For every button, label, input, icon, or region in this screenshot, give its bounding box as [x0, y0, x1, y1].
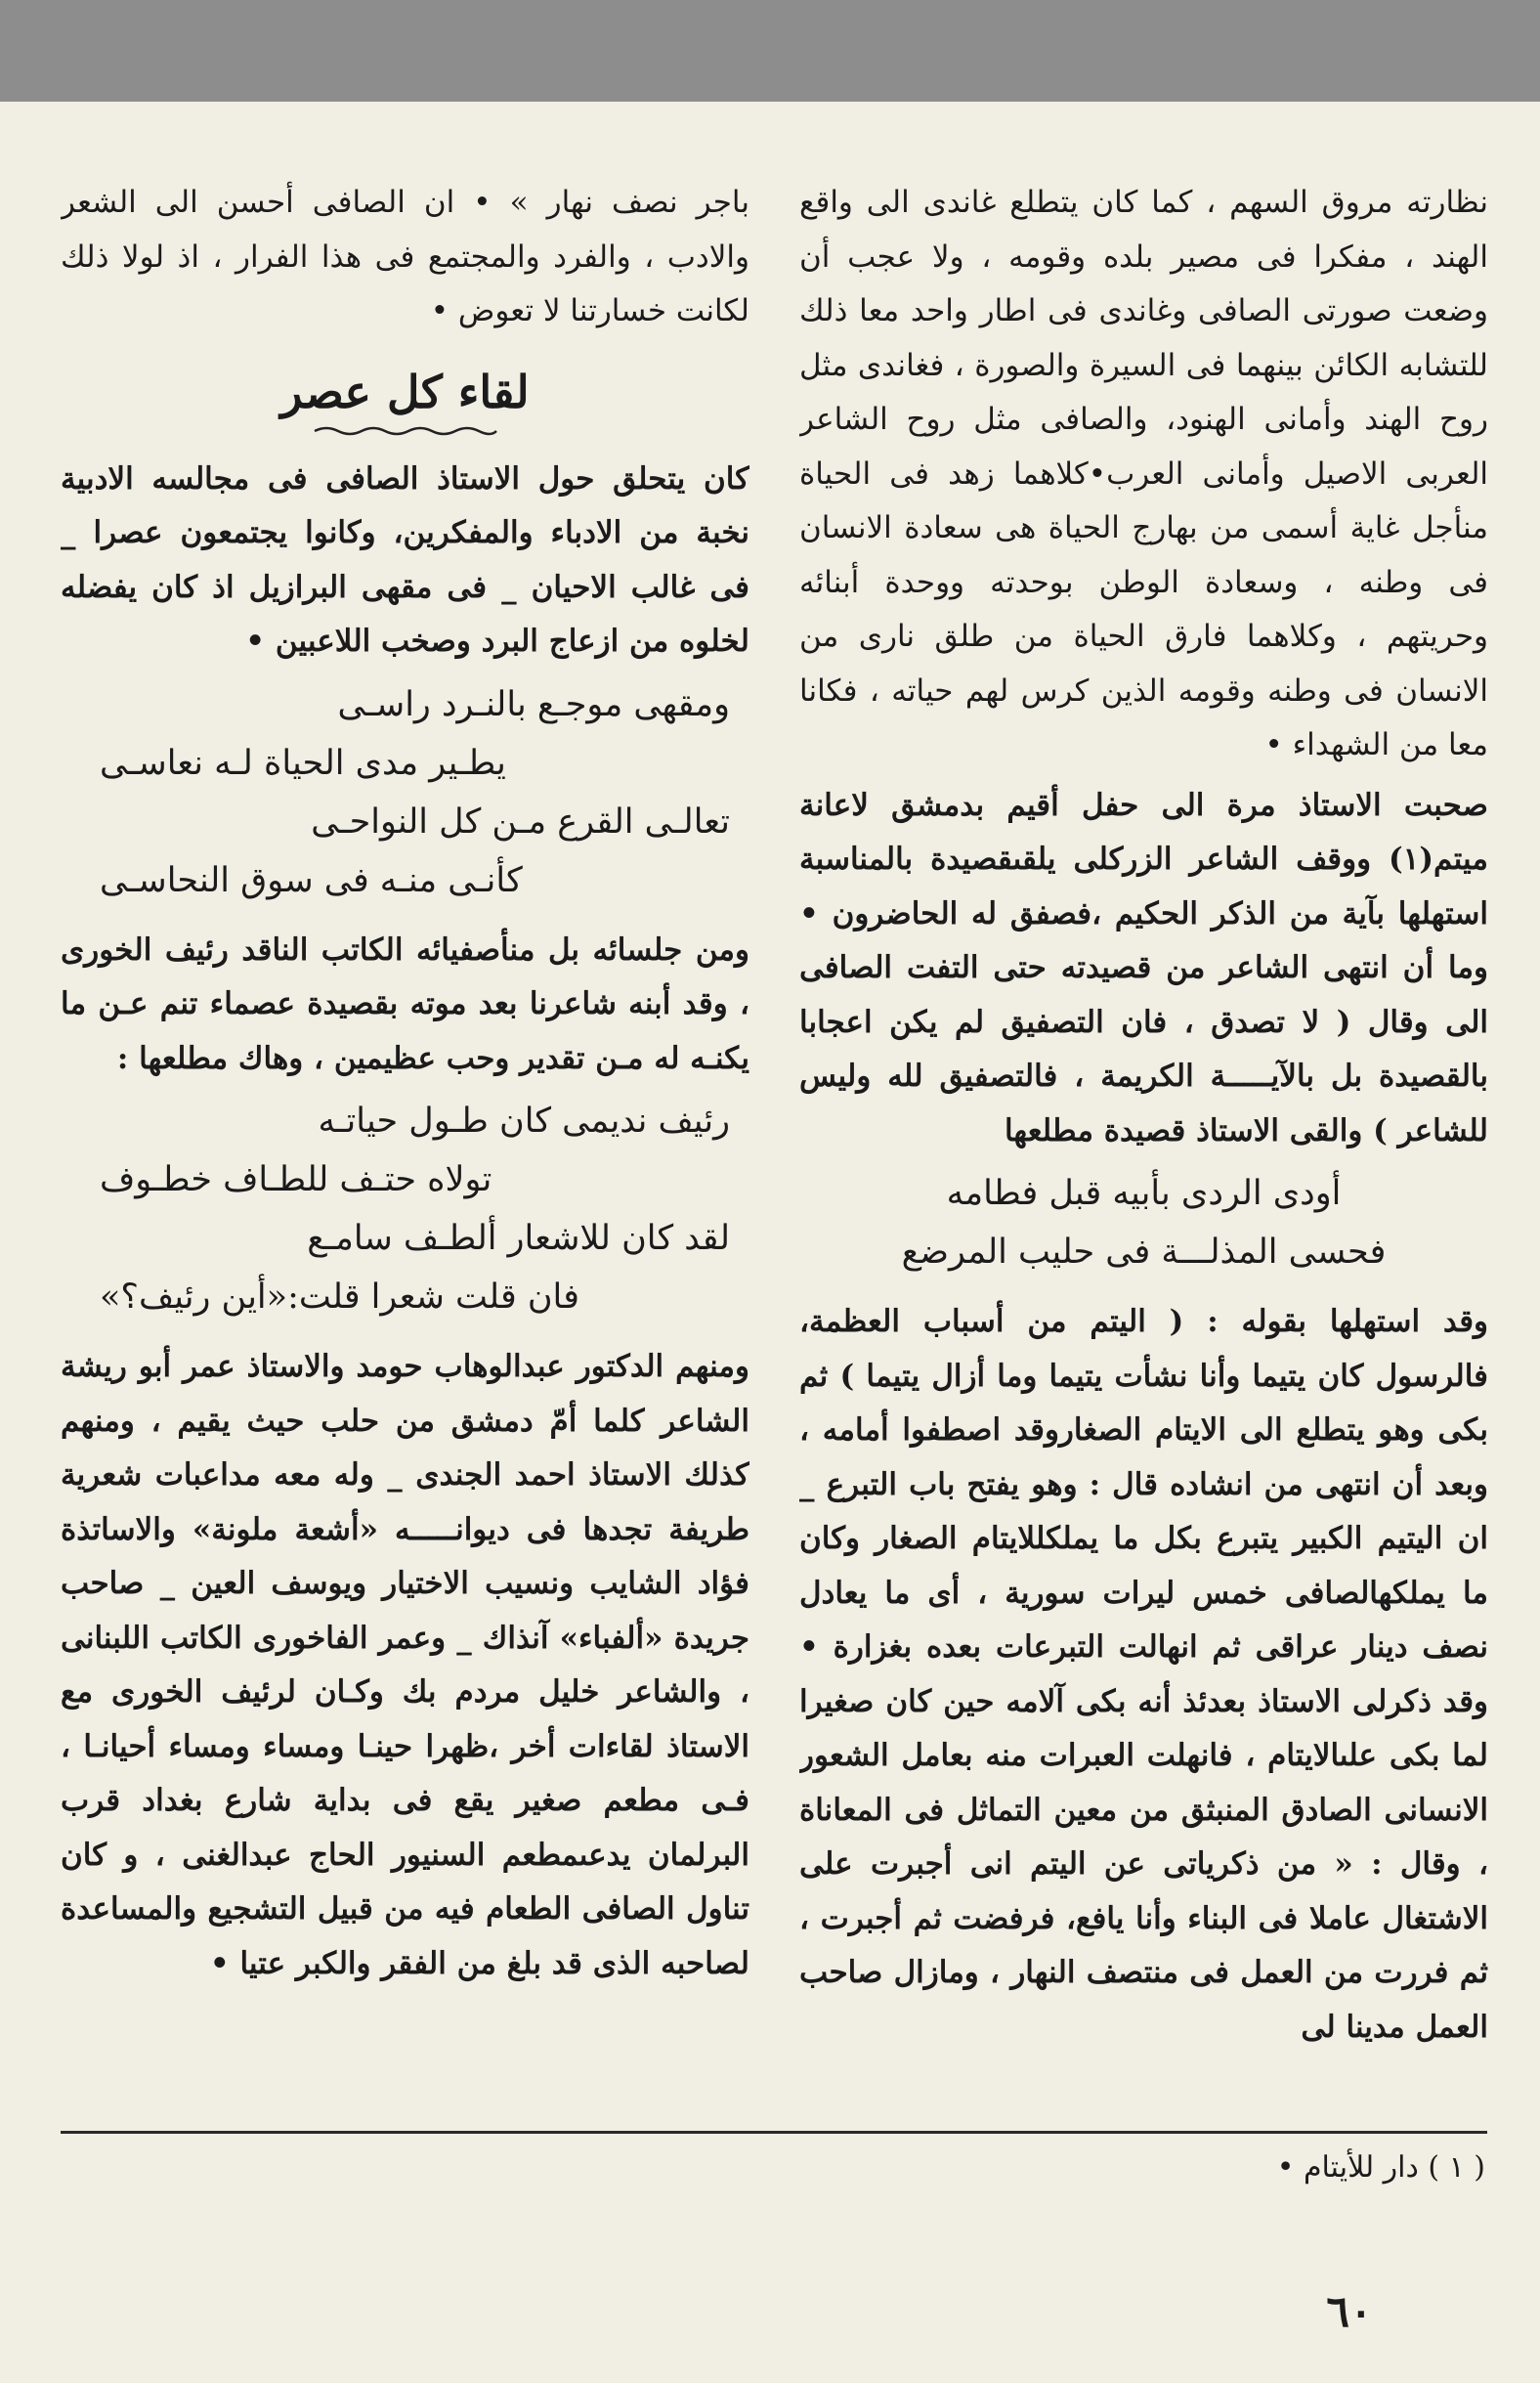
paragraph: وقد استهلها بقوله : ( اليتم من أسباب العظمة، فالرسول كان يتيما وأنا نشأت يتيما وما أزال يتيما ) ثم بكى وهو يتطلع الى الايتام الصغاروقد اصطفوا أمامه ، وبعد أن انتهى من انشاده قال : وهو يفتح باب التبرع _ ان اليتيم الكبير يتبرع بكل ما يملكللايتام الصغار وكان ما يملكهالصافى خمس ليرات سورية ، أى ما يعادل نصف دينار عراقى ثم انهالت التبرعات بعده بغزارة • وقد ذكرلى الاستاذ بعدئذ أنه بكى آلامه حين كان صغيرا لما بكى علىالايتام ، فانهلت العبرات منه بعامل الشعور الانسانى الصادق المنبثق من معين التماثل فى المعاناة ، وقال : « من ذكرياتى عن اليتم انى أجبرت على الاشتغال عاملا فى البناء وأنا يافع، فرفضت ثم أجبرت ، ثم فررت من العمل فى منتصف النهار ، ومازال صاحب العمل مدينا لى — [799, 1304, 1488, 2045]
poem — [61, 675, 749, 910]
verse-line: أودى الردى بأبيه قبل فطامه — [946, 1174, 1342, 1213]
paragraph: ومن جلسائه بل منأصفيائه الكاتب الناقد رئيف الخورى ، وقد أبنه شاعرنا بعد موته بقصيدة عصماء تنم عـن ما يكنـه له مـن تقدير وحب عظيمين ، وهاك مطلعها : — [61, 932, 749, 1076]
verse-line: يطـير مدى الحياة لـه نعاسـى — [100, 743, 506, 783]
verse-line: ومقهى موجـع بالنـرد راسـى — [337, 684, 730, 724]
footnote-divider — [61, 2131, 1487, 2134]
verse-line: فحسى المذلـــة فى حليب المرضع — [901, 1233, 1387, 1272]
footnote: ( ١ ) دار للأيتام • — [1276, 2150, 1485, 2185]
verse — [799, 1164, 1488, 1281]
heading-underline-ornament — [313, 423, 498, 439]
verse-line: كأنـى منـه فى سوق النحاسـى — [100, 860, 523, 900]
verse-line: فان قلت شعرا قلت:«أين رئيف؟» — [100, 1278, 579, 1317]
verse-line: تولاه حتـف للطـاف خطـوف — [100, 1160, 492, 1199]
page-number: ٦٠ — [1326, 2287, 1373, 2337]
left-column — [61, 176, 749, 2116]
paragraph: ومنهم الدكتور عبدالوهاب حومد والاستاذ عمر أبو ريشة الشاعر كلما أمّ دمشق من حلب حيث يقيم ، ومنهم كذلك الاستاذ احمد الجندى _ وله معه مداعبات شعرية طريفة تجدها فى ديوانـــــه «أشعة ملونة» والاساتذة فؤاد الشايب ونسيب الاختيار ويوسف العين _ صاحب جريدة «ألفباء» آنذاك _ وعمر الفاخورى الكاتب اللبنانى ، والشاعر خليل مردم بك وكـان لرئيف الخورى مع الاستاذ لقاءات أخر ،ظهرا حينـا ومساء ومساء أحيانـا ، فـى مطعم صغير يقع فى بداية شارع بغداد قرب البرلمان يدعىمطعم السنيور الحاج عبدالغنى ، و كان تناول الصافى الطعام فيه من قبيل التشجيع والمساعدة لصاحبه الذى قد بلغ من الفقر والكبر عتيا • — [61, 1349, 749, 1981]
poem — [61, 1092, 749, 1326]
verse-line: رئيف نديمى كان طـول حياتـه — [318, 1102, 730, 1141]
right-column — [799, 176, 1488, 2116]
paragraph: كان يتحلق حول الاستاذ الصافى فى مجالسه الادبية نخبة من الادباء والمفكرين، وكانوا يجتمعون عصرا _ فى غالب الاحيان _ فى مقهى البرازيل اذ كان يفضله لخلوه من ازعاج البرد وصخب اللاعبين • — [61, 460, 749, 659]
section-heading: لقاء كل عصر — [280, 365, 530, 418]
paragraph: باجر نصف نهار » • ان الصافى أحسن الى الشعر والادب ، والفرد والمجتمع فى هذا الفرار ، اذ لولا ذلك لكانت خسارتنا لا تعوض • — [61, 185, 749, 328]
scan-top-border — [0, 0, 1540, 102]
verse-line: تعالـى القرع مـن كل النواحـى — [311, 802, 730, 842]
paragraph: صحبت الاستاذ مرة الى حفل أقيم بدمشق لاعانة ميتم(١) ووقف الشاعر الزركلى يلقىقصيدة بالمناسبة استهلها بآية من الذكر الحكيم ،فصفق له الحاضرون • وما أن انتهى الشاعر من قصيدته حتى التفت الصافى الى وقال ( لا تصدق ، فان التصفيق لم يكن اعجابا بالقصيدة بل بالآيـــــة الكريمة ، فالتصفيق لله وليس للشاعر ) والقى الاستاذ قصيدة مطلعها — [799, 787, 1488, 1148]
verse-line: لقد كان للاشعار ألطـف سامـع — [307, 1219, 730, 1258]
paragraph: نظارته مروق السهم ، كما كان يتطلع غاندى الى واقع الهند ، مفكرا فى مصير بلده وقومه ، ولا عجب أن وضعت صورتى الصافى وغاندى فى اطار واحد معا ذلك للتشابه الكائن بينهما فى السيرة والصورة ، فغاندى مثل روح الهند وأمانى الهنود، والصافى مثل روح الشاعر العربى الاصيل وأمانى العرب•كلاهما زهد فى الحياة منأجل غاية أسمى من بهارج الحياة هى سعادة الانسان فى وطنه ، وسعادة الوطن بوحدته ووحدة أبنائه وحريتهم ، وكلاهما فارق الحياة من طلق نارى من الانسان فى وطنه وقومه الذين كرس لهم حياته ، فكانا معا من الشهداء • — [799, 185, 1488, 762]
